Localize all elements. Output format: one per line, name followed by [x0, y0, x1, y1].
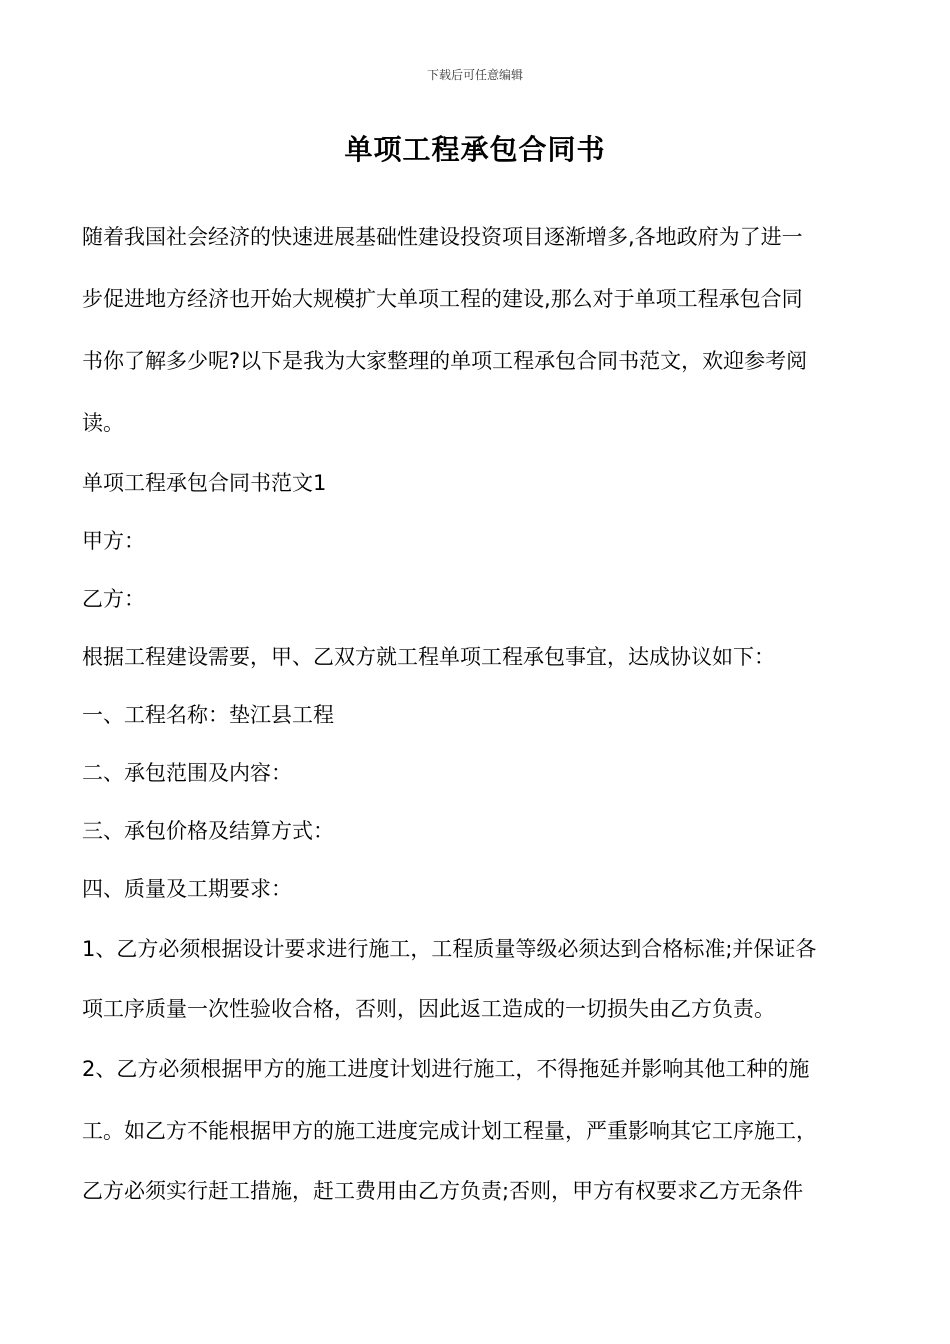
body-line: 步促进地方经济也开始大规模扩大单项工程的建设,那么对于单项工程承包合同: [82, 287, 803, 311]
section-heading: 单项工程承包合同书范文1: [82, 471, 327, 495]
clause-heading: 四、质量及工期要求：: [82, 877, 292, 901]
clause-heading: 三、承包价格及结算方式：: [82, 819, 334, 843]
body-line: 根据工程建设需要，甲、乙双方就工程单项工程承包事宜，达成协议如下：: [82, 645, 775, 669]
document-title: 单项工程承包合同书: [344, 133, 606, 166]
party-a-label: 甲方：: [82, 529, 145, 553]
body-line: 工。如乙方不能根据甲方的施工进度完成计划工程量，严重影响其它工序施工，: [82, 1119, 817, 1143]
body-line: 随着我国社会经济的快速进展基础性建设投资项目逐渐增多,各地政府为了进一: [82, 225, 803, 249]
clause-heading: 一、工程名称：垫江县工程: [82, 703, 334, 727]
party-b-label: 乙方：: [82, 587, 145, 611]
body-line: 书你了解多少呢?以下是我为大家整理的单项工程承包合同书范文，欢迎参考阅: [82, 349, 808, 373]
header-note: 下载后可任意编辑: [426, 68, 523, 82]
body-line: 乙方必须实行赶工措施，赶工费用由乙方负责;否则，甲方有权要求乙方无条件: [82, 1179, 804, 1203]
body-line: 1、乙方必须根据设计要求进行施工，工程质量等级必须达到合格标准;并保证各: [82, 937, 817, 961]
body-line: 读。: [82, 411, 124, 435]
clause-heading: 二、承包范围及内容：: [82, 761, 292, 785]
body-line: 项工序质量一次性验收合格，否则，因此返工造成的一切损失由乙方负责。: [82, 997, 775, 1021]
body-line: 2、乙方必须根据甲方的施工进度计划进行施工，不得拖延并影响其他工种的施: [82, 1057, 810, 1081]
